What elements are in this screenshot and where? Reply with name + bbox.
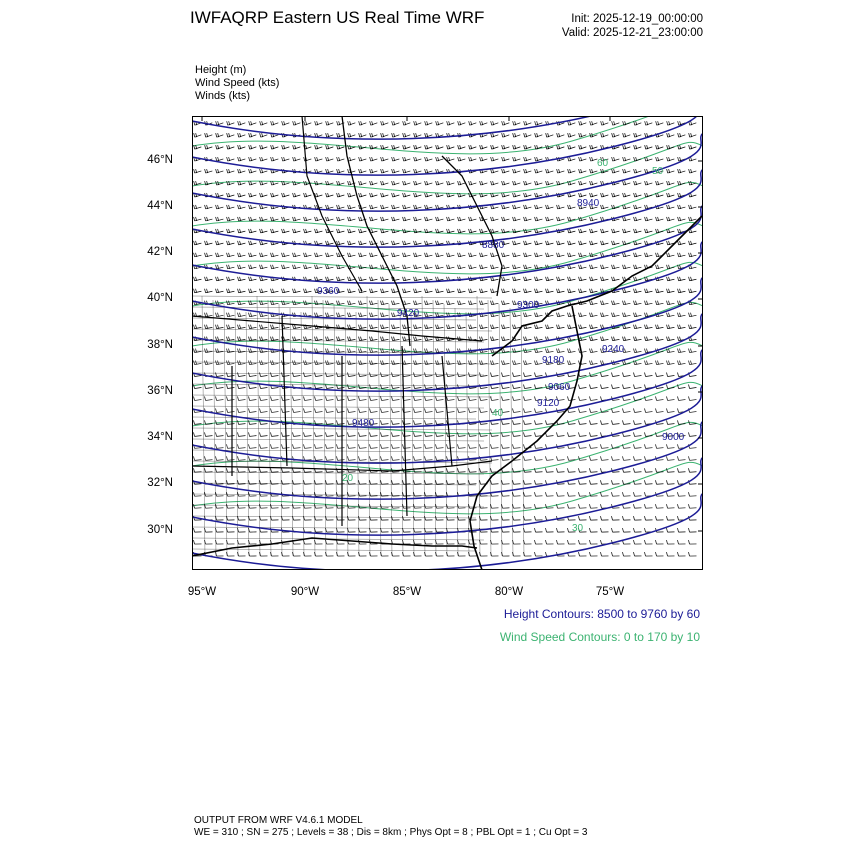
wind-speed-contour-label: 50 [652,166,664,177]
latitude-label: 36°N [147,385,173,397]
longitude-label: 95°W [187,586,217,598]
height-contour-label: 8880 [482,240,505,251]
init-time: Init: 2025-12-19_00:00:00 [571,13,703,25]
field-wind-speed-label: Wind Speed (kts) [195,77,280,89]
latitude-label: 32°N [147,477,173,489]
latitude-label: 34°N [147,431,173,443]
map-title: IWFAQRP Eastern US Real Time WRF [190,8,485,27]
height-contour-label: 9360 [317,286,340,297]
height-contour-label: 9300 [517,300,540,311]
wind-speed-contour-label: 30 [572,523,584,534]
wind-speed-contour-label: 40 [492,408,504,419]
field-winds-label: Winds (kts) [195,90,250,102]
height-contour-label: 9180 [542,355,565,366]
height-contour-label: 9480 [352,418,375,429]
longitude-label: 75°W [595,586,625,598]
latitude-label: 30°N [147,524,173,536]
height-contour-label: 9240 [602,344,625,355]
field-height-label: Height (m) [195,64,247,76]
height-contour-legend: Height Contours: 8500 to 9760 by 60 [503,607,700,621]
height-contour-label: 9000 [662,432,685,443]
latitude-label: 46°N [147,154,173,166]
latitude-label: 40°N [147,292,173,304]
latitude-label: 44°N [147,200,173,212]
model-output-line: OUTPUT FROM WRF V4.6.1 MODEL [194,815,363,826]
longitude-label: 90°W [290,586,320,598]
longitude-label: 80°W [494,586,524,598]
wind-speed-contour-legend: Wind Speed Contours: 0 to 170 by 10 [499,630,700,644]
latitude-label: 38°N [147,339,173,351]
longitude-label: 85°W [392,586,422,598]
map-plot [192,116,703,570]
valid-time: Valid: 2025-12-21_23:00:00 [561,27,703,39]
height-contour-label: 9060 [548,382,571,393]
latitude-label: 42°N [147,246,173,258]
height-contour-label: 9420 [397,308,420,319]
wind-speed-contour-label: 60 [597,158,609,169]
height-contour-label: 8940 [577,198,600,209]
height-contour-label: 9120 [537,398,560,409]
wind-speed-contour-label: 20 [342,473,354,484]
model-settings-line: WE = 310 ; SN = 275 ; Levels = 38 ; Dis = 8km ; Phys Opt = 8 ; PBL Opt = 1 ; Cu Opt = 3 [194,827,588,838]
